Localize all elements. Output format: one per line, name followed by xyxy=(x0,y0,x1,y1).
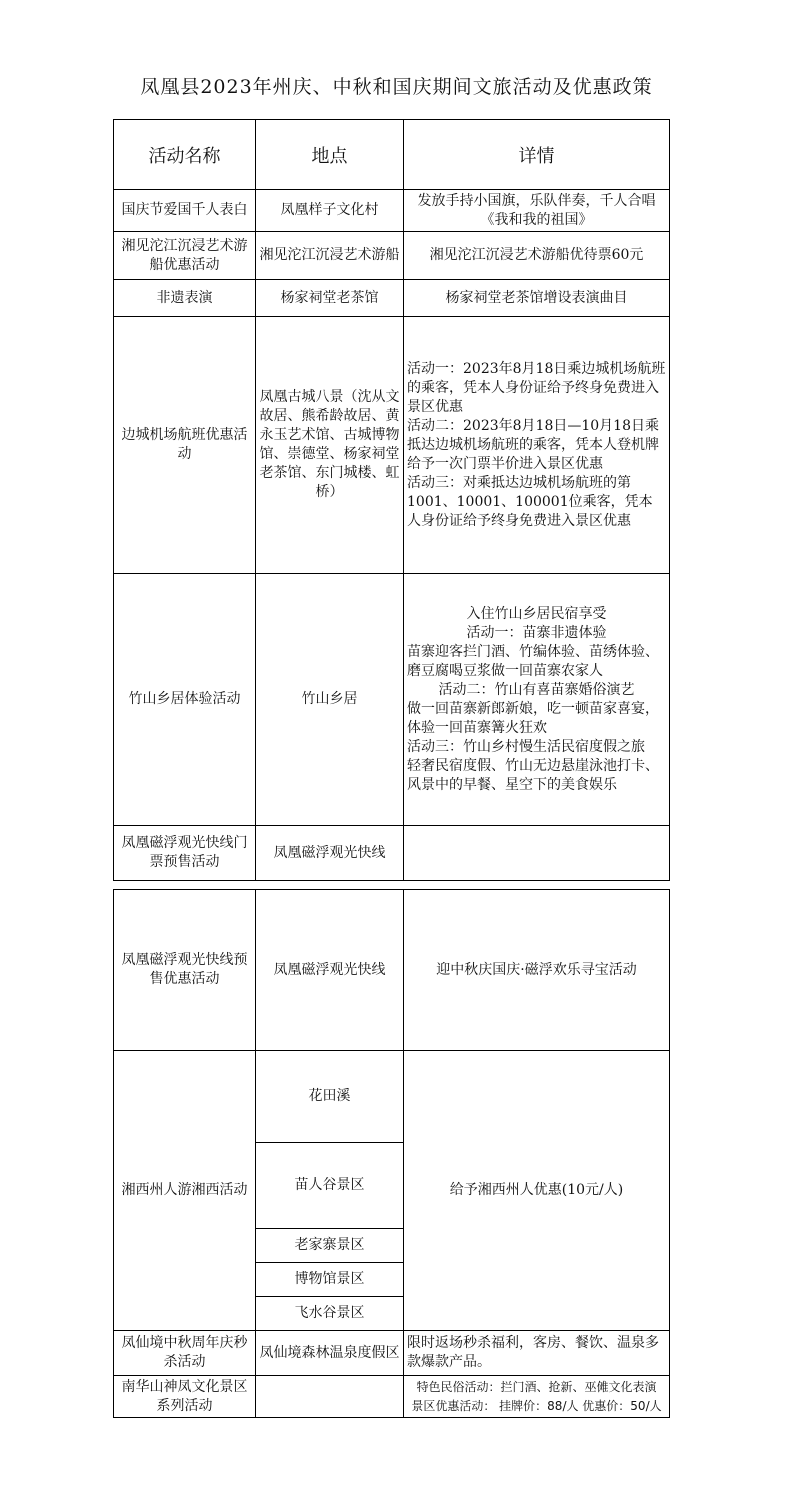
activity-name: 凤凰磁浮观光快线门票预售活动 xyxy=(114,826,256,881)
activity-name: 竹山乡居体验活动 xyxy=(114,574,256,826)
detail-line: 活动一：苗寨非遗体验 xyxy=(466,624,607,641)
activity-location xyxy=(256,1376,404,1418)
detail-line: 活动二：2023年8月18日—10月18日乘抵达边城机场航班的乘客，凭本人登机牌给予一次门票半价进入景区优惠 xyxy=(407,417,659,472)
activity-location: 苗人谷景区 xyxy=(256,1143,404,1229)
activity-location: 博物馆景区 xyxy=(256,1263,404,1297)
activity-detail: 湘见沱江沉浸艺术游船优待票60元 xyxy=(404,232,670,280)
activity-location: 老家寨景区 xyxy=(256,1229,404,1263)
header-activity-name: 活动名称 xyxy=(114,120,256,190)
activity-name: 凤仙境中秋周年庆秒杀活动 xyxy=(114,1331,256,1376)
detail-line: 景区优惠活动： 挂牌价：88/人 优惠价：50/人 xyxy=(411,1398,662,1413)
detail-line: 做一回苗寨新郎新娘，吃一顿苗家喜宴，体验一回苗寨篝火狂欢 xyxy=(407,700,659,736)
detail-line: 特色民俗活动：拦门酒、抢新、巫傩文化表演 xyxy=(416,1379,657,1394)
activity-detail xyxy=(404,826,670,881)
activity-location: 飞水谷景区 xyxy=(256,1297,404,1331)
page-title: 凤凰县2023年州庆、中秋和国庆期间文旅活动及优惠政策 xyxy=(140,76,653,98)
activity-location: 杨家祠堂老茶馆 xyxy=(256,280,404,317)
activity-location: 凤凰样子文化村 xyxy=(256,190,404,232)
header-location: 地点 xyxy=(256,120,404,190)
activity-name: 非遗表演 xyxy=(114,280,256,317)
activity-location: 凤凰磁浮观光快线 xyxy=(256,890,404,1051)
activity-detail xyxy=(404,574,670,826)
activity-name: 国庆节爱国千人表白 xyxy=(114,190,256,232)
header-details: 详情 xyxy=(404,120,670,190)
table-row xyxy=(114,190,670,232)
table-row xyxy=(114,574,670,826)
table-row xyxy=(114,317,670,574)
activity-location: 凤凰磁浮观光快线 xyxy=(256,826,404,881)
table-row xyxy=(114,1051,670,1143)
table-row xyxy=(114,280,670,317)
table-row xyxy=(114,1376,670,1418)
activity-detail: 迎中秋庆国庆·磁浮欢乐寻宝活动 xyxy=(404,890,670,1051)
activity-detail: 杨家祠堂老茶馆增设表演曲目 xyxy=(404,280,670,317)
activity-detail: 限时返场秒杀福利，客房、餐饮、温泉多款爆款产品。 xyxy=(404,1331,670,1376)
table-row xyxy=(114,890,670,1051)
activity-name: 湘见沱江沉浸艺术游船优惠活动 xyxy=(114,232,256,280)
detail-line: 苗寨迎客拦门酒、竹编体验、苗绣体验、磨豆腐喝豆浆做一回苗寨农家人 xyxy=(407,643,659,679)
activity-detail: 给予湘西州人优惠(10元/人) xyxy=(404,1051,670,1331)
detail-line: 活动三：对乘抵达边城机场航班的第1001、10001、100001位乘客，凭本人身份证给予终身免费进入景区优惠 xyxy=(407,474,653,529)
table-header-row xyxy=(114,120,670,190)
activity-detail xyxy=(404,1376,670,1418)
activity-detail: 发放手持小国旗，乐队伴奏，千人合唱《我和我的祖国》 xyxy=(404,190,670,232)
activity-detail xyxy=(404,317,670,574)
policy-table xyxy=(113,119,670,881)
table-row xyxy=(114,232,670,280)
activity-location: 花田溪 xyxy=(256,1051,404,1143)
activity-location: 竹山乡居 xyxy=(256,574,404,826)
table-row xyxy=(114,1331,670,1376)
table-row xyxy=(114,826,670,881)
policy-table-continued xyxy=(113,889,670,1418)
detail-line: 入住竹山乡居民宿享受 xyxy=(466,605,607,622)
activity-name: 湘西州人游湘西活动 xyxy=(114,1051,256,1331)
activity-name: 边城机场航班优惠活动 xyxy=(114,317,256,574)
activity-location: 凤凰古城八景（沈从文故居、熊希龄故居、黄永玉艺术馆、古城博物馆、崇德堂、杨家祠堂老茶馆、东门城楼、虹桥） xyxy=(256,317,404,574)
activity-location: 湘见沱江沉浸艺术游船 xyxy=(256,232,404,280)
activity-name: 凤凰磁浮观光快线预售优惠活动 xyxy=(114,890,256,1051)
activity-location: 凤仙境森林温泉度假区 xyxy=(256,1331,404,1376)
detail-line: 活动一：2023年8月18日乘边城机场航班的乘客，凭本人身份证给予终身免费进入景区优惠 xyxy=(407,360,666,415)
detail-line: 活动三：竹山乡村慢生活民宿度假之旅 xyxy=(407,738,645,755)
detail-line: 轻奢民宿度假、竹山无边悬崖泳池打卡、风景中的早餐、星空下的美食娱乐 xyxy=(407,757,659,793)
detail-line: 活动二：竹山有喜苗寨婚俗演艺 xyxy=(438,681,635,698)
activity-name: 南华山神凤文化景区系列活动 xyxy=(114,1376,256,1418)
